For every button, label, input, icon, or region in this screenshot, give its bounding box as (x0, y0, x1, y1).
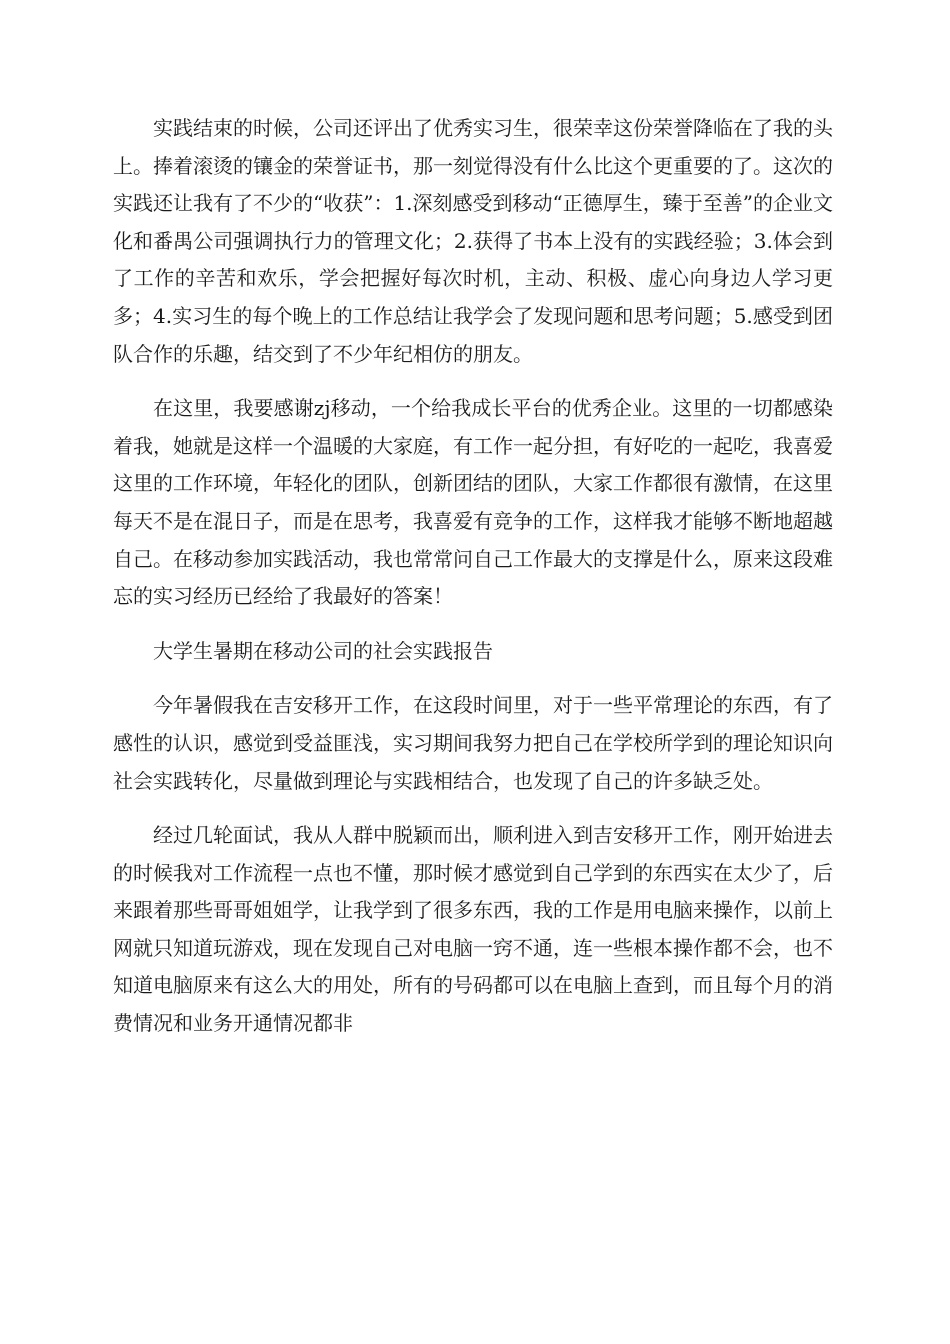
paragraph-internship-honor: 实践结束的时候，公司还评出了优秀实习生，很荣幸这份荣誉降临在了我的头上。捧着滚烫的镶金的荣誉证书，那一刻觉得没有什么比这个更重要的了。这次的实践还让我有了不少的“收获”：1.深刻感受到移动“正德厚生，臻于至善”的企业文化和番禺公司强调执行力的管理文化；2.获得了书本上没有的实践经验；3.体会到了工作的辛苦和欢乐，学会把握好每次时机，主动、积极、虚心向身边人学习更多；4.实习生的每个晚上的工作总结让我学会了发现问题和思考问题；5.感受到团队合作的乐趣，结交到了不少年纪相仿的朋友。 (113, 116, 833, 366)
paragraph-interview-and-computer: 经过几轮面试，我从人群中脱颖而出，顺利进入到吉安移开工作，刚开始进去的时候我对工作流程一点也不懂，那时候才感觉到自己学到的东西实在太少了，后来跟着那些哥哥姐姐学，让我学到了很多东西，我的工作是用电脑来操作，以前上网就只知道玩游戏，现在发现自己对电脑一窍不通，连一些根本操作都不会，也不知道电脑原来有这么大的用处，所有的号码都可以在电脑上查到，而且每个月的消费情况和业务开通情况都非 (113, 823, 833, 1036)
document-body (113, 110, 833, 1060)
paragraph-thanks-zj-mobile: 在这里，我要感谢zj移动，一个给我成长平台的优秀企业。这里的一切都感染着我，她就是这样一个温暖的大家庭，有工作一起分担，有好吃的一起吃，我喜爱这里的工作环境，年轻化的团队，创新团结的团队，大家工作都很有激情，在这里每天不是在混日子，而是在思考，我喜爱有竞争的工作，这样我才能够不断地超越自己。在移动参加实践活动，我也常常问自己工作最大的支撑是什么，原来这段难忘的实习经历已经给了我最好的答案！ (113, 396, 833, 609)
paragraph-summer-work-intro: 今年暑假我在吉安移开工作，在这段时间里，对于一些平常理论的东西，有了感性的认识，感觉到受益匪浅，实习期间我努力把自己在学校所学到的理论知识向社会实践转化，尽量做到理论与实践相结合，也发现了自己的许多缺乏处。 (113, 693, 833, 793)
section-title: 大学生暑期在移动公司的社会实践报告 (153, 638, 493, 663)
